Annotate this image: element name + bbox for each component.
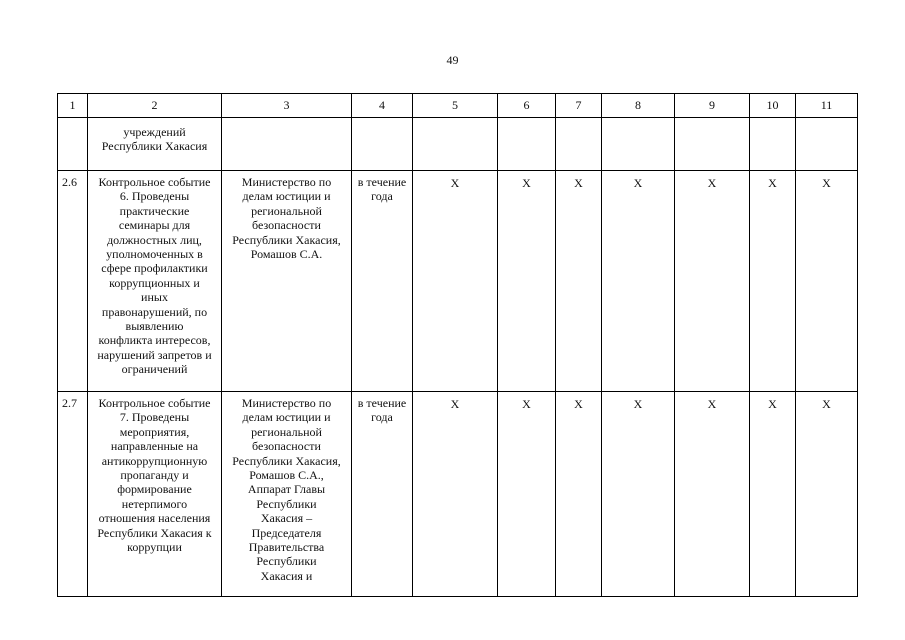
deadline-line: года — [371, 189, 393, 204]
deadline-line: в течение — [357, 396, 407, 410]
responsible-line: региональной — [251, 424, 322, 439]
responsible-line: делам юстиции и — [242, 410, 331, 425]
responsible-line: Ромашов С.А. — [250, 247, 323, 262]
responsible-cell — [222, 171, 352, 392]
mark-cell — [796, 118, 858, 171]
responsible-line: Республики — [256, 554, 317, 569]
event-line: коррупционных и — [109, 275, 200, 290]
event-line: Контрольное событие — [98, 175, 211, 189]
mark-cell — [602, 171, 675, 392]
deadline-cell — [352, 171, 413, 392]
mark-cell — [675, 171, 750, 392]
event-line: нетерпимого — [121, 496, 188, 511]
x-mark: Х — [822, 397, 831, 411]
event-line: выявлению — [125, 319, 184, 334]
event-line: конфликта интересов, — [98, 333, 211, 348]
event-line: 6. Проведены — [119, 189, 190, 204]
mark-cell — [750, 392, 796, 597]
column-header: 6 — [498, 94, 556, 118]
mark-cell — [413, 118, 498, 171]
deadline-line: в течение — [357, 175, 407, 189]
mark-cell — [413, 392, 498, 597]
responsible-line: региональной — [251, 203, 322, 218]
event-line: учреждений — [123, 125, 186, 139]
table-header-row — [58, 94, 858, 118]
row-number: 2.6 — [58, 171, 88, 392]
mark-cell — [556, 171, 602, 392]
responsible-line: Правительства — [248, 540, 325, 555]
x-mark: Х — [633, 176, 643, 190]
event-cell — [88, 392, 222, 597]
event-line: антикоррупционную — [101, 453, 208, 468]
responsible-line: безопасности — [252, 218, 321, 233]
event-line: Республики Хакасия к — [97, 525, 212, 540]
mark-cell — [675, 392, 750, 597]
x-mark: Х — [768, 397, 777, 411]
mark-cell — [750, 171, 796, 392]
x-mark: Х — [522, 176, 531, 190]
event-line: формирование — [117, 482, 192, 497]
mark-cell — [498, 171, 556, 392]
column-header: 10 — [750, 94, 796, 118]
deadline-line: года — [371, 410, 393, 425]
x-mark: Х — [633, 397, 643, 411]
table-row — [58, 171, 858, 392]
plan-table — [57, 93, 858, 597]
event-line: Контрольное событие — [98, 396, 211, 410]
responsible-line: безопасности — [252, 439, 321, 454]
x-mark: Х — [707, 176, 717, 190]
mark-cell — [796, 171, 858, 392]
event-line: семинары для — [118, 218, 191, 233]
event-line: иных — [141, 290, 168, 305]
event-line: Республики Хакасия — [101, 139, 208, 154]
event-line: отношения населения — [98, 511, 211, 526]
mark-cell — [556, 118, 602, 171]
x-mark: Х — [574, 397, 583, 411]
responsible-line: Республики Хакасия, — [232, 232, 341, 247]
event-line: уполномоченных в — [106, 247, 203, 262]
responsible-line: Хакасия и — [260, 568, 313, 583]
event-line: 7. Проведены — [119, 410, 190, 425]
event-cell — [88, 171, 222, 392]
event-line: сфере профилактики — [101, 261, 208, 276]
responsible-line: Республики — [256, 496, 317, 511]
event-line: нарушений запретов и — [97, 347, 212, 362]
mark-cell — [796, 392, 858, 597]
event-line: должностных лиц, — [107, 232, 202, 247]
responsible-line: делам юстиции и — [242, 189, 331, 204]
responsible-cell — [222, 392, 352, 597]
event-line: коррупции — [127, 540, 182, 555]
responsible-line: Министерство по — [241, 175, 332, 189]
mark-cell — [675, 118, 750, 171]
column-header: 2 — [88, 94, 222, 118]
responsible-line: Председателя — [251, 525, 322, 540]
responsible-line: Ромашов С.А., — [249, 468, 324, 483]
row-number: 2.7 — [58, 392, 88, 597]
table-row — [58, 118, 858, 171]
deadline-cell — [352, 392, 413, 597]
mark-cell — [602, 118, 675, 171]
mark-cell — [498, 118, 556, 171]
mark-cell — [498, 392, 556, 597]
responsible-line: Аппарат Главы — [247, 482, 326, 497]
row-number — [58, 118, 88, 171]
x-mark: Х — [574, 176, 583, 190]
column-header: 3 — [222, 94, 352, 118]
mark-cell — [750, 118, 796, 171]
deadline-cell — [352, 118, 413, 171]
x-mark: Х — [707, 397, 717, 411]
responsible-line: Республики Хакасия, — [232, 453, 341, 468]
x-mark: Х — [822, 176, 831, 190]
x-mark: Х — [768, 176, 777, 190]
x-mark: Х — [450, 397, 460, 411]
event-line: направленные на — [110, 439, 199, 454]
mark-cell — [413, 171, 498, 392]
column-header: 9 — [675, 94, 750, 118]
event-cell — [88, 118, 222, 171]
event-line: мероприятия, — [119, 424, 190, 439]
responsible-cell — [222, 118, 352, 171]
event-line: ограничений — [121, 362, 188, 377]
column-header: 5 — [413, 94, 498, 118]
event-line: правонарушений, по — [101, 304, 208, 319]
table-row — [58, 392, 858, 597]
column-header: 1 — [58, 94, 88, 118]
column-header: 7 — [556, 94, 602, 118]
x-mark: Х — [450, 176, 460, 190]
column-header: 4 — [352, 94, 413, 118]
event-line: практические — [119, 203, 190, 218]
column-header: 11 — [796, 94, 858, 118]
event-line: пропаганду и — [120, 468, 189, 483]
mark-cell — [556, 392, 602, 597]
x-mark: Х — [522, 397, 531, 411]
responsible-line: Хакасия – — [260, 511, 313, 526]
page-number: 49 — [446, 53, 459, 67]
mark-cell — [602, 392, 675, 597]
column-header: 8 — [602, 94, 675, 118]
responsible-line: Министерство по — [241, 396, 332, 410]
